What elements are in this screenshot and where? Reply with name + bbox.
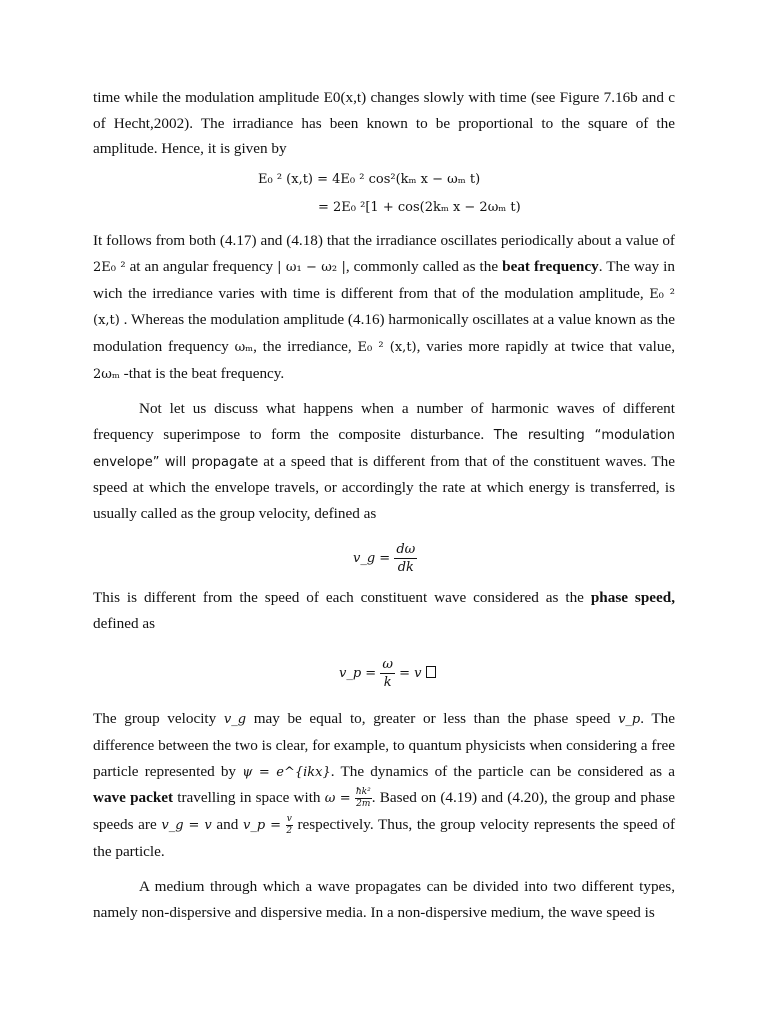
paragraph-media [93, 874, 675, 925]
math-vg: v_g [223, 712, 247, 728]
math-vp-eq: v_p = [242, 818, 282, 834]
irradiance-equation-cont [93, 198, 675, 228]
math-e0-squared-xt-2: E₀ ² (x,t) [357, 339, 417, 355]
text-run: travelling in space with [177, 789, 321, 807]
group-velocity-lhs: v_g = [353, 550, 391, 566]
term-phase-speed: phase speed, [590, 588, 675, 606]
paragraph-beat-frequency [93, 228, 675, 387]
text-run: . Based on (4.19) and (4.20), the group and phase speeds are [93, 789, 675, 834]
text-run: . The difference between the two is clear, for example, to quantum physicists when considering a free particle represented by [93, 710, 676, 780]
paragraph-group-velocity [93, 396, 675, 527]
fraction-denominator: 2 [286, 826, 293, 837]
text-run: , varies more rapidly at twice that value, [416, 337, 676, 355]
math-e0-squared-xt: E₀ ² (x,t) [93, 286, 675, 329]
text-run: -that is the beat frequency. [123, 364, 285, 382]
text-run: and [216, 816, 239, 834]
text-run: . Whereas the modulation amplitude (4.16) harmonically oscillates at a value known as the modulation frequency [93, 311, 675, 355]
phase-speed-equation [93, 642, 675, 706]
missing-glyph-box [426, 666, 436, 678]
fraction-denominator: 2m [356, 799, 371, 810]
text-run: , the irrediance, [253, 337, 352, 355]
math-vp: v_p [618, 712, 641, 728]
paragraph-intro [93, 85, 675, 162]
text-run: The group velocity [93, 710, 217, 728]
text-run: This is different from the speed of each constituent wave considered as the [93, 588, 584, 606]
text-run: at an angular frequency [129, 257, 274, 275]
text-run: , commonly called as the [345, 257, 499, 275]
math-2e0-squared: 2E₀ ² [93, 259, 126, 275]
fraction-numerator: ω [382, 657, 393, 673]
text-run: . The way in wich the irrediance varies with time is different from that of the modulation amplitude, [93, 257, 675, 302]
text-run: Not let us discuss what happens when a number of harmonic waves of different frequency superimpose to form the composite disturbance. [93, 400, 675, 444]
math-2-omega-m: 2ωₘ [93, 366, 120, 382]
text-run: It follows from both (4.17) and (4.18) that the irradiance oscillates periodically about a value of [93, 232, 675, 250]
text-run: at a speed that is different from that of the constituent waves. The speed at which the envelope travels, or accordingly the rate at which energy is transferred, is usually called as the group velocity, defined as [93, 452, 676, 523]
math-hbar-fraction [355, 787, 372, 810]
fraction-numerator: dω [396, 541, 416, 557]
math-vg-eq: v_g = v [161, 818, 212, 834]
fraction-denominator: dk [397, 559, 414, 575]
text-run: may be equal to, greater or less than the phase speed [253, 710, 611, 728]
math-omega-m: ωₘ [234, 339, 254, 355]
text-run: respectively. Thus, the group velocity represents the speed of the particle. [93, 816, 676, 860]
group-velocity-equation [93, 533, 675, 585]
fraction-numerator: v [286, 814, 292, 825]
document-page [93, 85, 675, 926]
group-velocity-fraction [394, 541, 417, 576]
math-psi: ψ = e^{ikx} [242, 764, 331, 780]
irradiance-equation [93, 166, 675, 198]
text-run-sans: The resulting “modulation envelope” will propagate [93, 428, 675, 470]
phase-speed-fraction [380, 656, 395, 691]
math-omega-eq: ω = [324, 791, 351, 807]
fraction-denominator: k [383, 675, 392, 691]
math-v-half-fraction [286, 814, 293, 837]
phase-speed-rhs: = v [399, 666, 422, 682]
paragraph-quantum [93, 706, 675, 864]
irradiance-equation-line1: E₀ ² (x,t) = 4E₀ ² cos²(kₘ x − ωₘ t) [258, 172, 481, 188]
phase-speed-lhs: v_p = [339, 666, 377, 682]
paragraph-phase-speed [93, 585, 675, 636]
text-run: A medium through which a wave propagates can be divided into two different types, namely non-dispersive and dispersive media. In a non-dispersive medium, the wave speed is [93, 878, 675, 922]
term-beat-frequency: beat frequency [502, 257, 599, 275]
text-run: defined as [93, 614, 155, 632]
text-run: . The dynamics of the particle can be considered as a [330, 762, 675, 780]
term-wave-packet: wave packet [93, 789, 174, 807]
paragraph-intro-text: time while the modulation amplitude E0(x,t) changes slowly with time (see Figure 7.16b and c of Hecht,2002). The irradiance has been known to be proportional to the square of the amplitude. Hence, it is given by [93, 89, 675, 158]
irradiance-equation-line2: = 2E₀ ²[1 + cos(2kₘ x − 2ωₘ t) [318, 200, 521, 216]
fraction-numerator: ħk² [355, 787, 371, 798]
math-omega-difference: | ω₁ − ω₂ | [277, 259, 346, 275]
